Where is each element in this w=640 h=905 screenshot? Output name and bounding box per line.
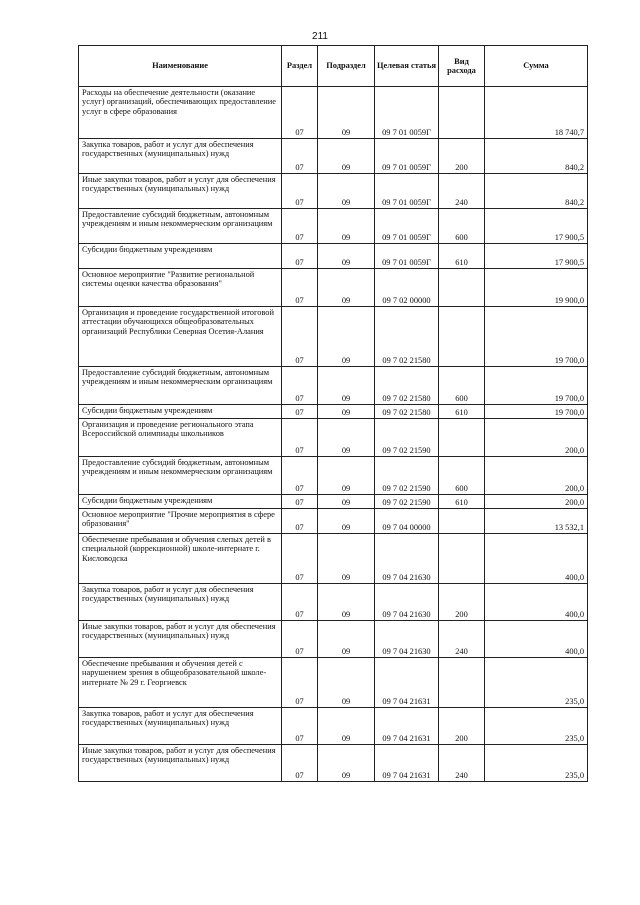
row-section: 07 — [282, 269, 318, 307]
row-target: 09 7 04 21630 — [375, 584, 439, 621]
row-amount: 235,0 — [485, 708, 588, 745]
row-section: 07 — [282, 405, 318, 419]
row-section: 07 — [282, 307, 318, 367]
row-name: Закупка товаров, работ и услуг для обеспечения государственных (муниципальных) нужд — [79, 708, 282, 745]
row-amount: 400,0 — [485, 621, 588, 658]
row-section: 07 — [282, 209, 318, 244]
row-name: Обеспечение пребывания и обучения слепых детей в специальной (коррекционной) школе-интернате г. Кисловодска — [79, 534, 282, 584]
row-subsection: 09 — [318, 584, 375, 621]
table-row — [79, 269, 588, 307]
budget-table — [78, 45, 588, 782]
table-row — [79, 367, 588, 405]
table-row — [79, 307, 588, 367]
row-amount: 19 700,0 — [485, 405, 588, 419]
table-header-row — [79, 46, 588, 87]
table-row — [79, 495, 588, 509]
row-target: 09 7 02 21580 — [375, 307, 439, 367]
row-type: 600 — [439, 367, 485, 405]
row-section: 07 — [282, 367, 318, 405]
table-row — [79, 708, 588, 745]
row-name: Субсидии бюджетным учреждениям — [79, 405, 282, 419]
row-type — [439, 419, 485, 457]
row-section: 07 — [282, 139, 318, 174]
row-section: 07 — [282, 244, 318, 269]
row-name: Субсидии бюджетным учреждениям — [79, 244, 282, 269]
table-row — [79, 658, 588, 708]
header-type: Вид расхода — [439, 46, 485, 87]
row-subsection: 09 — [318, 495, 375, 509]
row-subsection: 09 — [318, 87, 375, 139]
row-target: 09 7 04 21631 — [375, 745, 439, 782]
row-amount: 400,0 — [485, 584, 588, 621]
row-name: Закупка товаров, работ и услуг для обеспечения государственных (муниципальных) нужд — [79, 139, 282, 174]
header-section: Раздел — [282, 46, 318, 87]
row-amount: 840,2 — [485, 174, 588, 209]
row-section: 07 — [282, 708, 318, 745]
row-name: Иные закупки товаров, работ и услуг для обеспечения государственных (муниципальных) нужд — [79, 745, 282, 782]
table-row — [79, 534, 588, 584]
row-target: 09 7 02 21590 — [375, 419, 439, 457]
row-amount: 18 740,7 — [485, 87, 588, 139]
row-section: 07 — [282, 534, 318, 584]
row-subsection: 09 — [318, 708, 375, 745]
row-name: Организация и проведение регионального этапа Всероссийской олимпиады школьников — [79, 419, 282, 457]
row-amount: 19 900,0 — [485, 269, 588, 307]
row-target: 09 7 02 21590 — [375, 495, 439, 509]
row-name: Организация и проведение государственной итоговой аттестации обучающихся общеобразовательных организаций Республики Северная Осетия-Алания — [79, 307, 282, 367]
row-target: 09 7 02 21580 — [375, 367, 439, 405]
row-subsection: 09 — [318, 509, 375, 534]
header-name: Наименование — [79, 46, 282, 87]
row-section: 07 — [282, 658, 318, 708]
row-target: 09 7 02 21590 — [375, 457, 439, 495]
row-target: 09 7 04 21630 — [375, 534, 439, 584]
row-name: Основное мероприятие "Развитие региональной системы оценки качества образования" — [79, 269, 282, 307]
table-row — [79, 209, 588, 244]
row-subsection: 09 — [318, 269, 375, 307]
row-amount: 200,0 — [485, 495, 588, 509]
row-amount: 13 532,1 — [485, 509, 588, 534]
row-target: 09 7 01 0059Г — [375, 209, 439, 244]
row-name: Предоставление субсидий бюджетным, автономным учреждениям и иным некоммерческим организациям — [79, 209, 282, 244]
row-target: 09 7 02 21580 — [375, 405, 439, 419]
row-name: Предоставление субсидий бюджетным, автономным учреждениям и иным некоммерческим организациям — [79, 367, 282, 405]
row-section: 07 — [282, 87, 318, 139]
row-amount: 17 900,5 — [485, 244, 588, 269]
row-section: 07 — [282, 584, 318, 621]
row-subsection: 09 — [318, 745, 375, 782]
row-name: Иные закупки товаров, работ и услуг для обеспечения государственных (муниципальных) нужд — [79, 621, 282, 658]
row-section: 07 — [282, 174, 318, 209]
row-target: 09 7 01 0059Г — [375, 244, 439, 269]
row-target: 09 7 04 21631 — [375, 658, 439, 708]
table-row — [79, 584, 588, 621]
row-subsection: 09 — [318, 209, 375, 244]
row-type — [439, 269, 485, 307]
row-amount: 17 900,5 — [485, 209, 588, 244]
row-type: 240 — [439, 174, 485, 209]
row-name: Расходы на обеспечение деятельности (оказание услуг) организаций, обеспечивающих предоставление услуг в сфере образования — [79, 87, 282, 139]
row-type: 200 — [439, 139, 485, 174]
row-amount: 235,0 — [485, 658, 588, 708]
header-target: Целевая статья — [375, 46, 439, 87]
row-name: Предоставление субсидий бюджетным, автономным учреждениям и иным некоммерческим организациям — [79, 457, 282, 495]
row-subsection: 09 — [318, 658, 375, 708]
row-type — [439, 658, 485, 708]
row-type: 600 — [439, 209, 485, 244]
row-subsection: 09 — [318, 174, 375, 209]
row-subsection: 09 — [318, 621, 375, 658]
page-number: 211 — [312, 31, 328, 42]
row-type — [439, 87, 485, 139]
row-amount: 19 700,0 — [485, 367, 588, 405]
row-type — [439, 509, 485, 534]
table-row — [79, 419, 588, 457]
table-row — [79, 457, 588, 495]
row-target: 09 7 02 00000 — [375, 269, 439, 307]
row-type — [439, 307, 485, 367]
row-name: Обеспечение пребывания и обучения детей с нарушением зрения в общеобразовательной школе-интернате № 29 г. Георгиевск — [79, 658, 282, 708]
row-subsection: 09 — [318, 367, 375, 405]
row-amount: 200,0 — [485, 457, 588, 495]
row-type: 240 — [439, 621, 485, 658]
row-target: 09 7 01 0059Г — [375, 139, 439, 174]
row-subsection: 09 — [318, 405, 375, 419]
row-amount: 200,0 — [485, 419, 588, 457]
table-row — [79, 139, 588, 174]
row-section: 07 — [282, 509, 318, 534]
row-subsection: 09 — [318, 534, 375, 584]
table-row — [79, 745, 588, 782]
row-amount: 235,0 — [485, 745, 588, 782]
row-amount: 19 700,0 — [485, 307, 588, 367]
row-subsection: 09 — [318, 457, 375, 495]
table-row — [79, 509, 588, 534]
row-amount: 840,2 — [485, 139, 588, 174]
row-subsection: 09 — [318, 419, 375, 457]
table-body — [79, 87, 588, 782]
row-target: 09 7 04 21630 — [375, 621, 439, 658]
row-amount: 400,0 — [485, 534, 588, 584]
row-section: 07 — [282, 495, 318, 509]
row-section: 07 — [282, 419, 318, 457]
header-subsection: Подраздел — [318, 46, 375, 87]
row-name: Субсидии бюджетным учреждениям — [79, 495, 282, 509]
table-row — [79, 244, 588, 269]
row-type — [439, 534, 485, 584]
row-subsection: 09 — [318, 139, 375, 174]
row-type: 610 — [439, 244, 485, 269]
row-section: 07 — [282, 745, 318, 782]
row-subsection: 09 — [318, 307, 375, 367]
table-row — [79, 87, 588, 139]
row-type: 610 — [439, 495, 485, 509]
row-target: 09 7 01 0059Г — [375, 174, 439, 209]
row-target: 09 7 01 0059Г — [375, 87, 439, 139]
row-type: 600 — [439, 457, 485, 495]
table-row — [79, 405, 588, 419]
row-section: 07 — [282, 457, 318, 495]
row-name: Иные закупки товаров, работ и услуг для обеспечения государственных (муниципальных) нужд — [79, 174, 282, 209]
row-type: 610 — [439, 405, 485, 419]
table-row — [79, 621, 588, 658]
row-type: 200 — [439, 708, 485, 745]
row-target: 09 7 04 00000 — [375, 509, 439, 534]
header-amount: Сумма — [485, 46, 588, 87]
row-type: 200 — [439, 584, 485, 621]
row-target: 09 7 04 21631 — [375, 708, 439, 745]
row-section: 07 — [282, 621, 318, 658]
row-subsection: 09 — [318, 244, 375, 269]
row-name: Основное мероприятие "Прочие мероприятия в сфере образования" — [79, 509, 282, 534]
row-type: 240 — [439, 745, 485, 782]
row-name: Закупка товаров, работ и услуг для обеспечения государственных (муниципальных) нужд — [79, 584, 282, 621]
table-row — [79, 174, 588, 209]
